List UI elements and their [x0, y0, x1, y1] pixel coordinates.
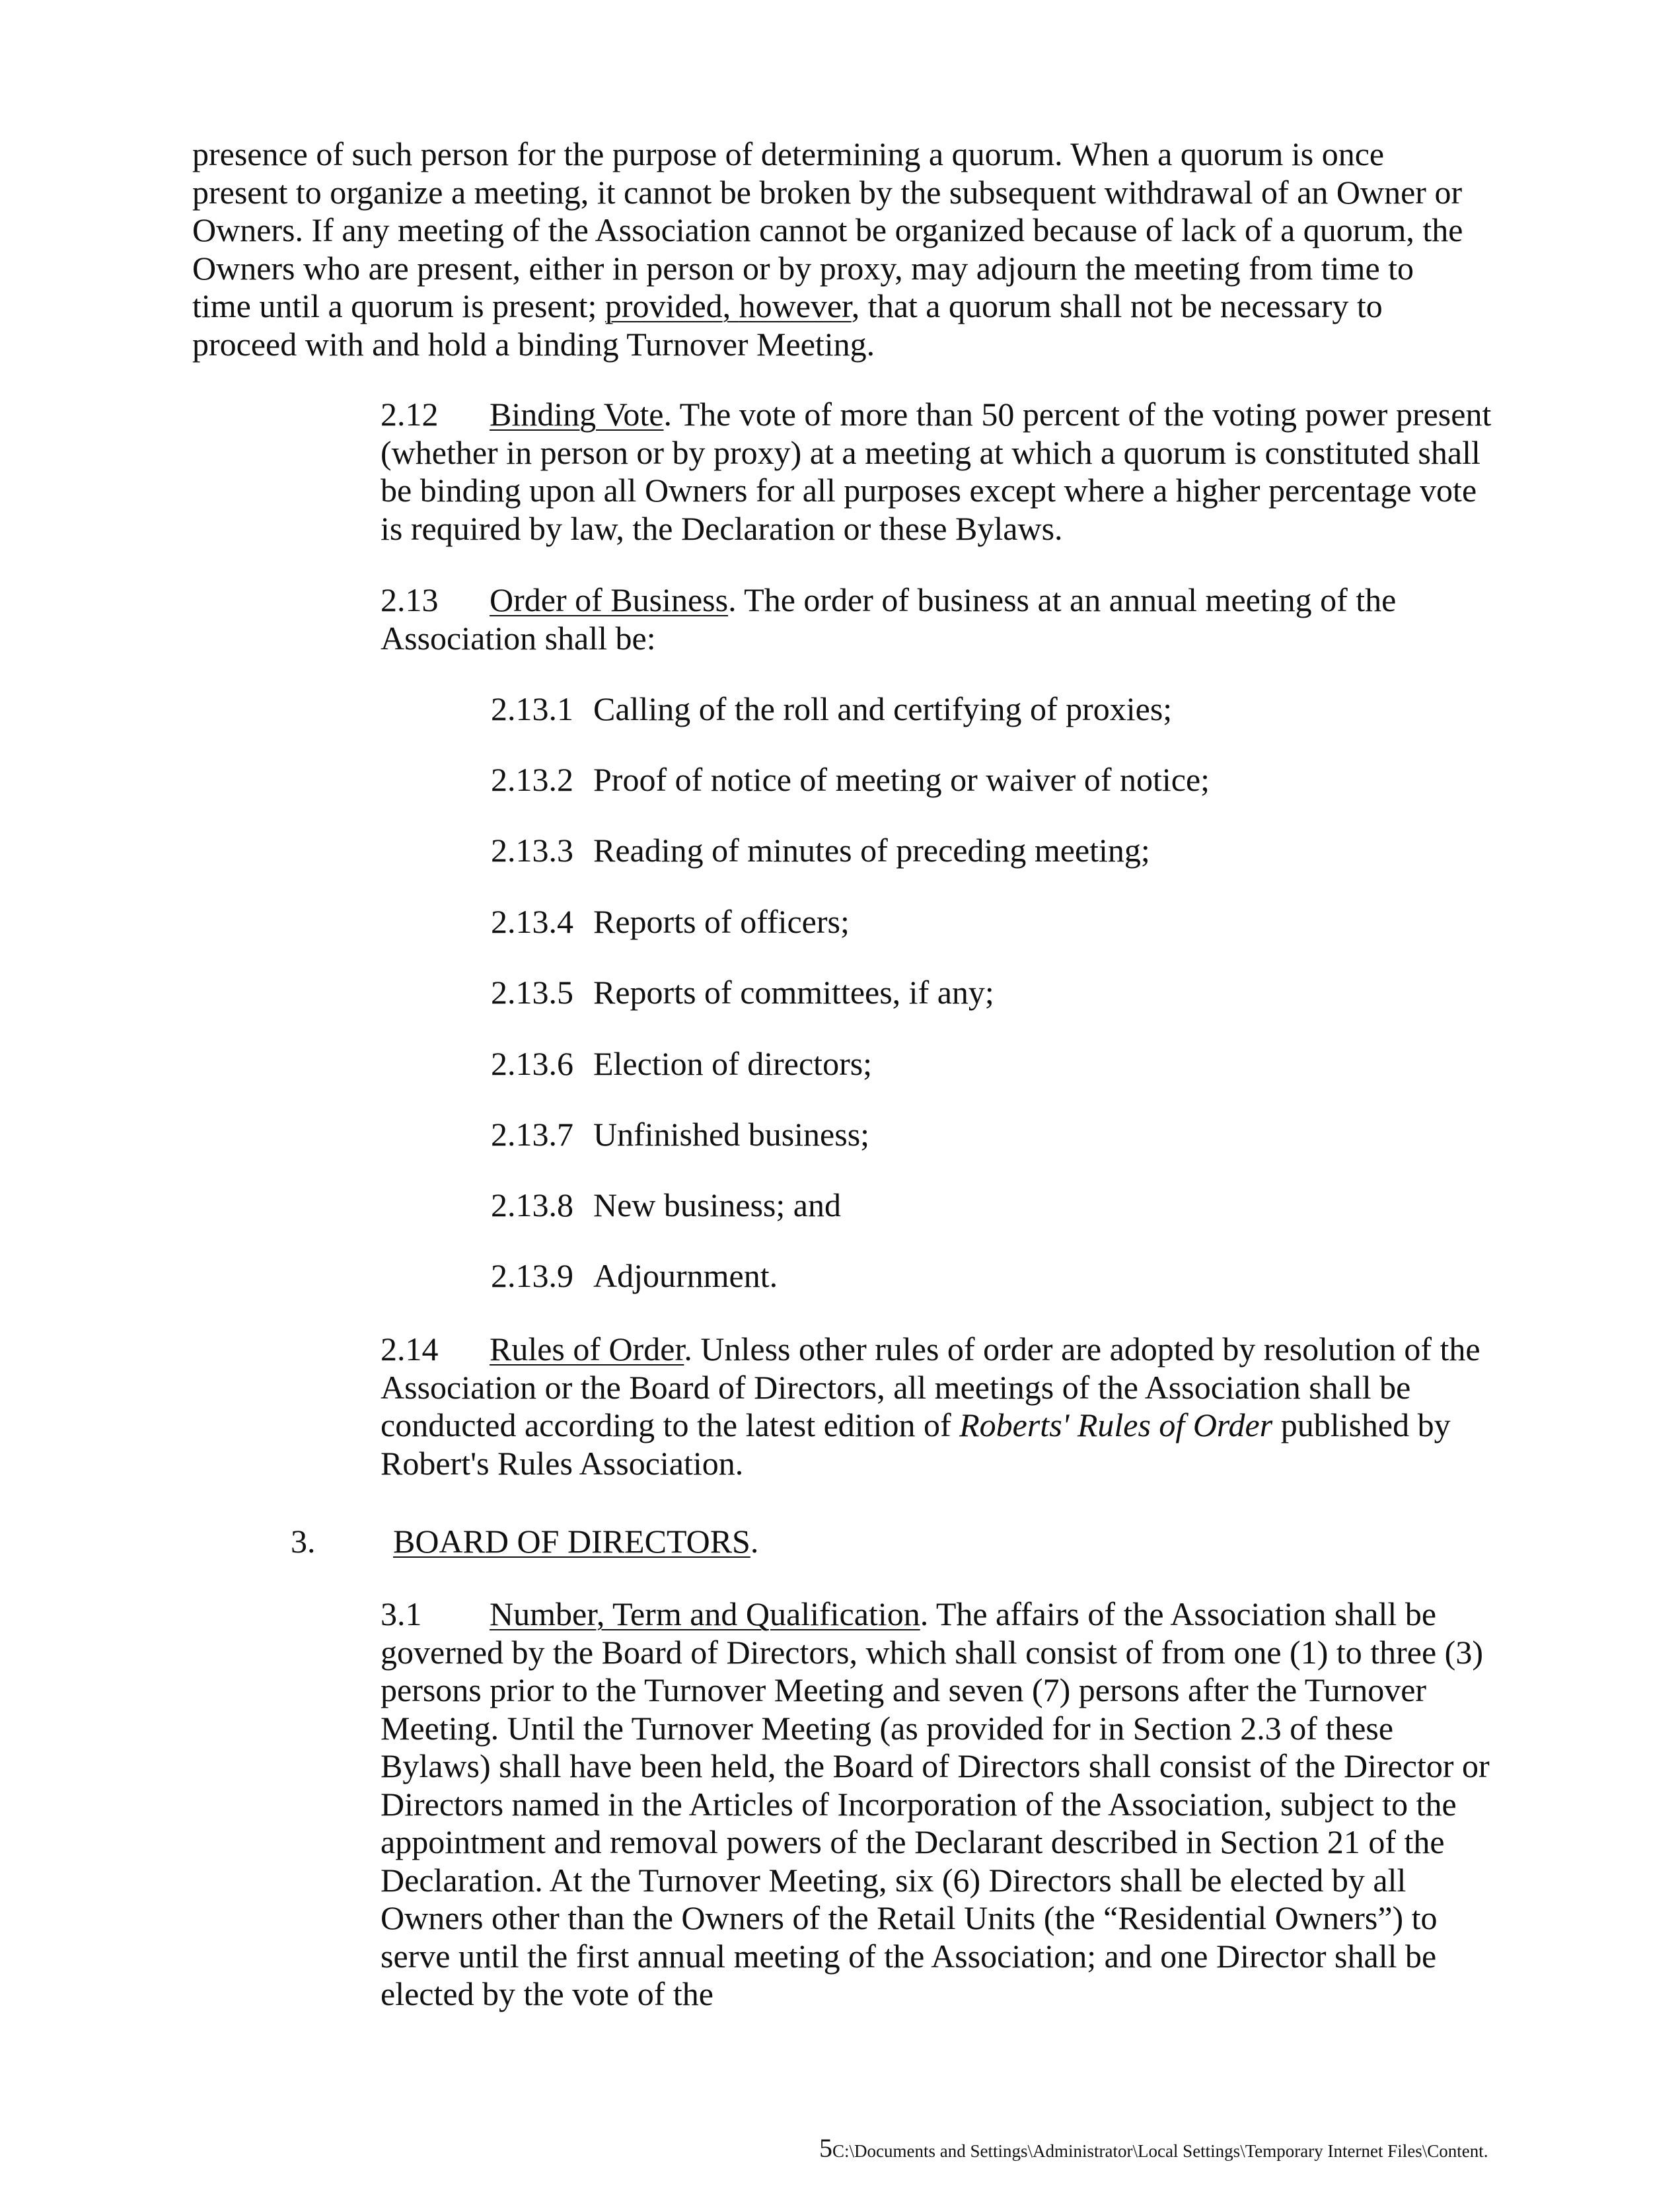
list-item — [491, 832, 1150, 870]
list-item-number: 2.13.4 — [491, 903, 573, 940]
page-number: 5 — [819, 2133, 832, 2163]
list-item-number: 2.13.1 — [491, 690, 573, 727]
section-title: Number, Term and Qualification — [490, 1595, 920, 1632]
list-item-text: Proof of notice of meeting or waiver of notice; — [593, 761, 1210, 798]
list-item-text: Election of directors; — [593, 1045, 873, 1082]
section-number: 3. — [291, 1523, 316, 1560]
list-item — [491, 761, 1210, 799]
list-item-text: Calling of the roll and certifying of proxies; — [593, 690, 1173, 727]
quorum-line-4: Owners who are present, either in person or by proxy, may adjourn the meeting from time to — [192, 249, 1414, 287]
quorum-line-2: present to organize a meeting, it cannot be broken by the subsequent withdrawal of an Owner or — [192, 173, 1463, 211]
section-title-period: . — [750, 1523, 759, 1560]
list-item-number: 2.13.8 — [491, 1186, 573, 1223]
section-number: 3.1 — [381, 1595, 422, 1632]
paragraph-quorum — [192, 135, 1494, 363]
page-footer — [819, 2133, 1488, 2164]
section-number: 2.13 — [381, 581, 439, 618]
list-item-text: Reports of officers; — [593, 903, 850, 940]
file-path: C:\Documents and Settings\Administrator\Local Settings\Temporary Internet Files\Content. — [832, 2141, 1488, 2161]
section-number: 2.14 — [381, 1331, 439, 1368]
section-text-b: published by Robert's Rules Association. — [381, 1406, 1451, 1482]
list-item-number: 2.13.3 — [491, 832, 573, 869]
section-text: . The order of business at an annual meeting of the Association shall be: — [381, 581, 1397, 657]
section-title: Binding Vote — [490, 396, 664, 433]
section-2-14 — [192, 1331, 1494, 1482]
list-item-text: New business; and — [593, 1186, 841, 1223]
provided-term: provided — [604, 287, 723, 324]
list-item-number: 2.13.9 — [491, 1257, 573, 1294]
list-item — [491, 974, 994, 1012]
quorum-line-3: Owners. If any meeting of the Association cannot be organized because of lack of a quorum, the — [192, 211, 1463, 248]
list-item — [491, 690, 1172, 729]
list-item-number: 2.13.5 — [491, 974, 573, 1011]
list-item — [491, 1045, 872, 1083]
section-3-1 — [192, 1595, 1494, 2014]
quorum-line-5a: time until a quorum is present; — [192, 287, 605, 324]
list-item-text: Reports of committees, if any; — [593, 974, 994, 1011]
list-item — [491, 903, 850, 941]
list-item-number: 2.13.2 — [491, 761, 573, 798]
quorum-line-1: presence of such person for the purpose of determining a quorum. When a quorum is once — [192, 135, 1385, 172]
list-item — [491, 1186, 841, 1225]
however-term: however — [739, 287, 852, 324]
quorum-line-6: proceed with and hold a binding Turnover Meeting. — [192, 325, 875, 363]
list-item-text: Adjournment. — [593, 1257, 778, 1294]
provided-comma: , — [722, 287, 739, 324]
section-3-heading — [291, 1523, 758, 1561]
list-item — [491, 1116, 869, 1154]
section-title: BOARD OF DIRECTORS — [393, 1523, 750, 1560]
section-2-13 — [192, 581, 1494, 657]
list-item-number: 2.13.6 — [491, 1045, 573, 1082]
list-item-text: Unfinished business; — [593, 1116, 870, 1153]
book-title: Roberts' Rules of Order — [959, 1406, 1273, 1443]
list-item-number: 2.13.7 — [491, 1116, 573, 1153]
section-title: Order of Business — [490, 581, 729, 618]
section-title: Rules of Order — [490, 1331, 684, 1368]
section-number: 2.12 — [381, 396, 439, 433]
quorum-line-5b: , that a quorum shall not be necessary to — [851, 287, 1383, 324]
section-2-12 — [192, 396, 1494, 548]
section-text-a: . Unless other rules of order are adopted by resolution of the Association or the Board of Directors, all meetings of the Association shall be conducted according to the latest edition of — [381, 1331, 1480, 1443]
list-item-text: Reading of minutes of preceding meeting; — [593, 832, 1150, 869]
section-text: . The vote of more than 50 percent of the voting power present (whether in person or by proxy) at a meeting at which a quorum is constituted shall be binding upon all Owners for all purposes except where a higher percentage vote is required by law, the Declaration or these Bylaws. — [381, 396, 1492, 547]
list-item — [491, 1257, 778, 1295]
section-text: . The affairs of the Association shall be governed by the Board of Directors, which shall consist of from one (1) to three (3) persons prior to the Turnover Meeting and seven (7) persons after the Turnover Meeting. Until the Turnover Meeting (as provided for in Section 2.3 of these Bylaws) shall have been held, the Board of Directors shall consist of the Director or Directors named in the Articles of Incorporation of the Association, subject to the appointment and removal powers of the Declarant described in Section 21 of the Declaration. At the Turnover Meeting, six (6) Directors shall be elected by all Owners other than the Owners of the Retail Units (the “Residential Owners”) to serve until the first annual meeting of the Association; and one Director shall be elected by the vote of the — [381, 1595, 1490, 2012]
